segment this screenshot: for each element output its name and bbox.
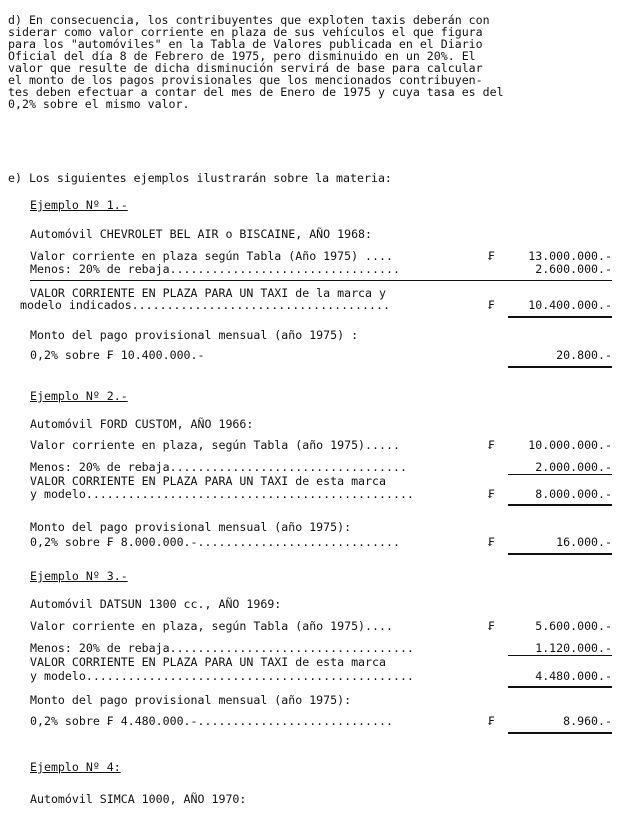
valor-amount: 10.000.000.-: [528, 438, 612, 452]
monto-amount: 8.960.-: [563, 714, 612, 728]
currency-symbol: ₣: [488, 487, 495, 501]
example-heading: Ejemplo Nº 3.-: [30, 569, 128, 583]
menos-amount: 2.000.000.-: [535, 460, 612, 474]
monto-calc: 0,2% sobre ₣ 10.400.000.-: [30, 348, 205, 362]
menos-label: Menos: 20% de rebaja..................................: [30, 460, 407, 474]
menos-label: Menos: 20% de rebaja.................................: [30, 262, 400, 276]
paragraph-d-line: 0,2% sobre el mismo valor.: [8, 97, 190, 111]
monto-line: Monto del pago provisional mensual (año 1975):: [30, 520, 352, 534]
taxi-line: y modelo...............................................: [30, 487, 414, 501]
vehicle-line: Automóvil CHEVROLET BEL AIR o BISCAINE, AÑO 1968:: [30, 227, 373, 241]
monto-line: Monto del pago provisional mensual (año 1975) :: [30, 328, 359, 342]
paragraph-d-line: siderar como valor corriente en plaza de sus vehículos el que figura: [8, 25, 483, 39]
taxi-line: modelo indicados.....................................: [20, 298, 390, 312]
menos-label: Menos: 20% de rebaja...................................: [30, 641, 414, 655]
currency-symbol: ₣: [488, 438, 495, 452]
divider-rule: [508, 474, 612, 475]
divider-rule: [30, 280, 612, 281]
total-underline: [508, 732, 612, 734]
valor-amount: 13.000.000.-: [528, 249, 612, 263]
monto-calc: 0,2% sobre ₣ 8.000.000.-.............................: [30, 535, 400, 549]
currency-symbol: ₣: [488, 619, 495, 633]
example-heading: Ejemplo Nº 4:: [30, 760, 121, 774]
paragraph-d-line: tes deben efectuar a contar del mes de Enero de 1975 y cuya tasa es del: [8, 85, 504, 99]
taxi-line: y modelo...............................................: [30, 669, 414, 683]
monto-line: Monto del pago provisional mensual (año 1975):: [30, 693, 352, 707]
taxi-amount: 8.000.000.-: [535, 487, 612, 501]
currency-symbol: ₣: [488, 535, 495, 549]
total-underline: [508, 366, 612, 368]
example-heading: Ejemplo Nº 2.-: [30, 389, 128, 403]
currency-symbol: ₣: [488, 714, 495, 728]
taxi-line: VALOR CORRIENTE EN PLAZA PARA UN TAXI de esta marca: [30, 474, 386, 488]
taxi-amount: 10.400.000.-: [528, 298, 612, 312]
monto-amount: 20.800.-: [556, 348, 612, 362]
currency-symbol: ₣: [488, 298, 495, 312]
intro-e: e) Los siguientes ejemplos ilustrarán sobre la materia:: [8, 171, 392, 185]
paragraph-d-line: Oficial del día 8 de Febrero de 1975, pero disminuido en un 20%. El: [8, 49, 476, 63]
paragraph-d-line: el monto de los pagos provisionales que los mencionados contribuyen-: [8, 73, 483, 87]
monto-amount: 16.000.-: [556, 535, 612, 549]
paragraph-d-line: para los "automóviles" en la Tabla de Valores publicada en el Diario: [8, 37, 483, 51]
valor-label: Valor corriente en plaza, según Tabla (año 1975)....: [30, 619, 393, 633]
taxi-amount: 4.480.000.-: [535, 669, 612, 683]
monto-calc: 0,2% sobre ₣ 4.480.000.-............................: [30, 714, 393, 728]
total-underline: [508, 504, 612, 506]
taxi-line: VALOR CORRIENTE EN PLAZA PARA UN TAXI de la marca y: [30, 286, 386, 300]
total-underline: [508, 316, 612, 318]
total-underline: [508, 686, 612, 688]
valor-label: Valor corriente en plaza según Tabla (Año 1975) ....: [30, 249, 393, 263]
menos-amount: 2.600.000.-: [535, 262, 612, 276]
valor-amount: 5.600.000.-: [535, 619, 612, 633]
vehicle-line: Automóvil FORD CUSTOM, AÑO 1966:: [30, 417, 254, 431]
paragraph-d-line: d) En consecuencia, los contribuyentes que exploten taxis deberán con: [8, 13, 490, 27]
total-underline: [508, 553, 612, 555]
valor-label: Valor corriente en plaza, según Tabla (año 1975).....: [30, 438, 400, 452]
vehicle-line: Automóvil DATSUN 1300 cc., AÑO 1969:: [30, 597, 282, 611]
paragraph-d-line: valor que resulte de dicha disminución servirá de base para calcular: [8, 61, 483, 75]
currency-symbol: ₣: [488, 249, 495, 263]
taxi-line: VALOR CORRIENTE EN PLAZA PARA UN TAXI de esta marca: [30, 655, 386, 669]
example-heading: Ejemplo Nº 1.-: [30, 198, 128, 212]
menos-amount: 1.120.000.-: [535, 641, 612, 655]
vehicle-line: Automóvil SIMCA 1000, AÑO 1970:: [30, 792, 247, 806]
divider-rule: [508, 655, 612, 656]
